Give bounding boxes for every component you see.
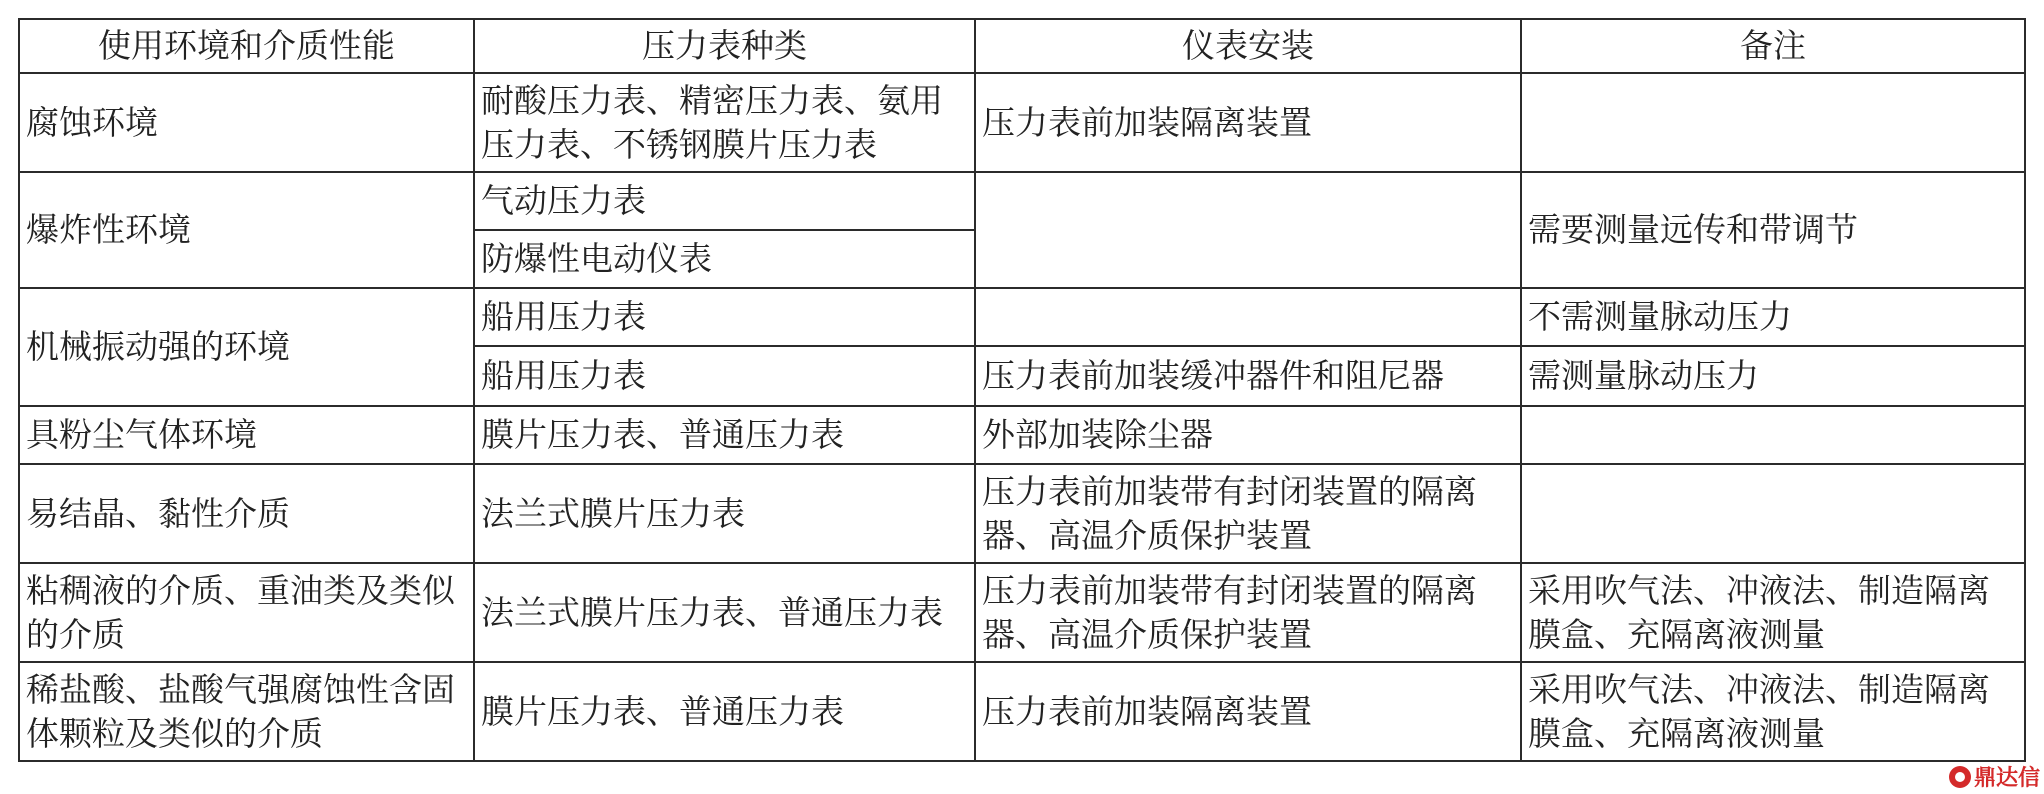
logo-icon: [1949, 766, 1971, 788]
cell-installation: 压力表前加装隔离装置: [975, 73, 1521, 172]
header-environment: 使用环境和介质性能: [19, 19, 474, 73]
cell-environment: 机械振动强的环境: [19, 288, 474, 406]
table-row: [19, 172, 2025, 230]
cell-installation: [975, 172, 1521, 288]
cell-gauge-type: 船用压力表: [474, 346, 975, 406]
cell-gauge-type: 耐酸压力表、精密压力表、氨用压力表、不锈钢膜片压力表: [474, 73, 975, 172]
cell-installation: 压力表前加装带有封闭装置的隔离器、高温介质保护装置: [975, 464, 1521, 563]
table-row: [19, 406, 2025, 464]
cell-gauge-type: 气动压力表: [474, 172, 975, 230]
header-installation: 仪表安装: [975, 19, 1521, 73]
cell-installation: 压力表前加装缓冲器件和阻尼器: [975, 346, 1521, 406]
cell-notes: 不需测量脉动压力: [1521, 288, 2025, 346]
cell-gauge-type: 法兰式膜片压力表、普通压力表: [474, 563, 975, 662]
cell-notes: [1521, 73, 2025, 172]
table-row: [19, 288, 2025, 346]
cell-gauge-type: 防爆性电动仪表: [474, 230, 975, 288]
pressure-gauge-selection-table: [18, 18, 2026, 762]
cell-gauge-type: 膜片压力表、普通压力表: [474, 662, 975, 761]
cell-environment: 腐蚀环境: [19, 73, 474, 172]
header-notes: 备注: [1521, 19, 2025, 73]
table-row: [19, 563, 2025, 662]
cell-notes: [1521, 406, 2025, 464]
cell-installation: 压力表前加装带有封闭装置的隔离器、高温介质保护装置: [975, 563, 1521, 662]
cell-notes: 采用吹气法、冲液法、制造隔离膜盒、充隔离液测量: [1521, 662, 2025, 761]
cell-installation: [975, 288, 1521, 346]
cell-environment: 粘稠液的介质、重油类及类似的介质: [19, 563, 474, 662]
cell-environment: 爆炸性环境: [19, 172, 474, 288]
cell-environment: 具粉尘气体环境: [19, 406, 474, 464]
cell-notes: 采用吹气法、冲液法、制造隔离膜盒、充隔离液测量: [1521, 563, 2025, 662]
cell-environment: 稀盐酸、盐酸气强腐蚀性含固体颗粒及类似的介质: [19, 662, 474, 761]
cell-notes: [1521, 464, 2025, 563]
header-gauge-type: 压力表种类: [474, 19, 975, 73]
table-row: [19, 73, 2025, 172]
cell-gauge-type: 法兰式膜片压力表: [474, 464, 975, 563]
table-row: [19, 662, 2025, 761]
cell-gauge-type: 膜片压力表、普通压力表: [474, 406, 975, 464]
cell-gauge-type: 船用压力表: [474, 288, 975, 346]
table-row: [19, 464, 2025, 563]
header-row: [19, 19, 2025, 73]
cell-notes: 需测量脉动压力: [1521, 346, 2025, 406]
cell-installation: 外部加装除尘器: [975, 406, 1521, 464]
watermark-text: 鼎达信: [1973, 766, 2040, 791]
watermark: [1949, 761, 2040, 792]
cell-notes: 需要测量远传和带调节: [1521, 172, 2025, 288]
cell-installation: 压力表前加装隔离装置: [975, 662, 1521, 761]
cell-environment: 易结晶、黏性介质: [19, 464, 474, 563]
